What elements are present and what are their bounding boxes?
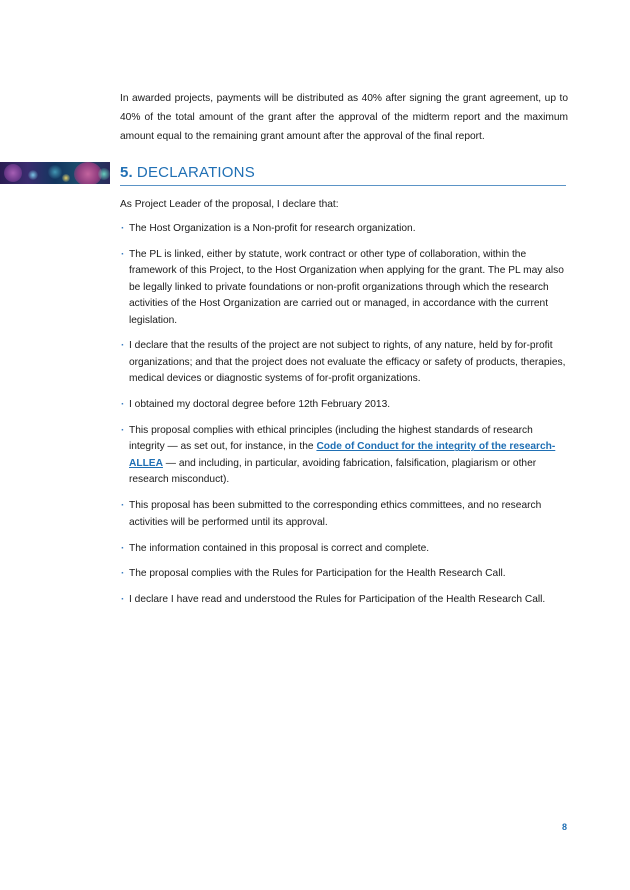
declaration-item: · This proposal has been submitted to the corresponding ethics committees, and no research activities will be performed until its approval. [121,500,542,528]
page-number: 8 [561,822,567,832]
bullet-icon: · [121,399,125,411]
bullet-icon: · [121,425,125,437]
allea-code-link[interactable]: Code of Conduct for the integrity of the research-ALLEA [129,441,556,469]
declarations-list [120,221,568,618]
declaration-item: · The Host Organization is a Non-profit for research organization. [120,221,568,237]
bullet-icon: · [121,248,125,260]
lead-sentence: As Project Leader of the proposal, I declare that: [120,199,339,210]
section-title: DECLARATIONS [136,164,255,181]
bullet-icon: · [121,340,125,352]
bullet-icon: · [121,542,125,554]
section-heading [120,163,566,186]
bullet-icon: · [121,568,125,580]
declaration-item: · The information contained in this proposal is correct and complete. [120,541,568,557]
payment-paragraph: In awarded projects, payments will be distributed as 40% after signing the grant agreement, up to 40% of the total amount of the grant after the approval of the midterm report and the maximum amount equal to the remaining grant amount after the approval of the final report. [120,93,568,142]
bullet-icon: · [121,223,125,234]
declaration-item: · This proposal complies with ethical principles (including the highest standards of research integrity — as set out, for instance, in the Code of Conduct for the integrity of the research-ALLEA — and including, in particular, avoiding fabrication, falsification, plagiarism or other research misconduct). [121,425,556,486]
declaration-item: · I declare that the results of the project are not subject to rights, of any nature, held by for-profit organizations; and that the project does not evaluate the efficacy or safety of products, therapies, medical devices or diagnostic systems of for-profit organizations. [121,340,566,385]
declaration-item: · I obtained my doctoral degree before 12th February 2013. [120,397,568,413]
declaration-item: · The PL is linked, either by statute, work contract or other type of collaboration, within the framework of this Project, to the Host Organization when applying for the grant. The PL may also be legally linked to private foundations or non-profit organizations through which the research activities of the Host Organization are carried out or managed, in accordance with the current legislation. [121,248,564,326]
section-number: 5. [120,164,133,181]
declaration-item: · I declare I have read and understood the Rules for Participation of the Health Research Call. [120,592,568,608]
decorative-image-band [0,162,110,184]
declaration-item: · The proposal complies with the Rules for Participation for the Health Research Call. [120,566,568,582]
bullet-icon: · [121,500,125,512]
bullet-icon: · [121,594,125,606]
